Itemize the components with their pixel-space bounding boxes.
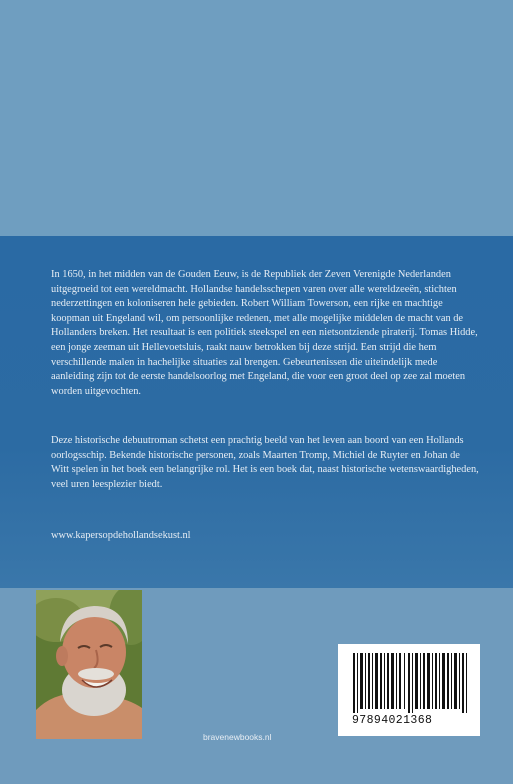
- barcode-bars-icon: [353, 653, 473, 713]
- author-photo: [36, 590, 142, 739]
- barcode-edge-fade: [470, 644, 480, 736]
- website-url: www.kapersopdehollandsekust.nl: [51, 530, 191, 541]
- barcode-number: 97894021368: [352, 714, 433, 727]
- cover-top-band: [0, 0, 513, 236]
- author-portrait-icon: [36, 590, 142, 739]
- isbn-barcode: [338, 644, 480, 736]
- blurb-paragraph-2: Deze historische debuutroman schetst een prachtig beeld van het leven aan boord van een Hollands oorlogsschip. Bekende historische personen, zoals Maarten Tromp, Michiel de Ruyter en Johan de Witt spelen in het boek een belangrijke rol. Het is een boek dat, naast historische wetenswaardigheden, veel uren leesplezier biedt.: [51, 435, 479, 490]
- publisher-name: bravenewbooks.nl: [203, 732, 272, 742]
- blurb-paragraph-1: In 1650, in het midden van de Gouden Eeuw, is de Republiek der Zeven Verenigde Nederlanden uitgegroeid tot een wereldmacht. Hollandse handelsschepen varen over alle wereldzeeën, stichten nederzettingen en koloniseren hele gebieden. Robert William Towerson, een rijke en machtige koopman uit Engeland wil, om persoonlijke redenen, met alle mogelijke middelen de macht van de Hollanders breken. Het resultaat is een politiek steekspel en een nietsontziende piraterij. Tomas Hidde, een jonge zeeman uit Hellevoetsluis, raakt nauw betrokken bij deze strijd. Een strijd die hem verschillende malen in hachelijke situaties zal brengen. Gebeurtenissen die uiteindelijk mede aanleiding zijn tot de eerste handelsoorlog met Engeland, die voor een groot deel op zee zal moeten worden uitgevochten.: [51, 269, 478, 397]
